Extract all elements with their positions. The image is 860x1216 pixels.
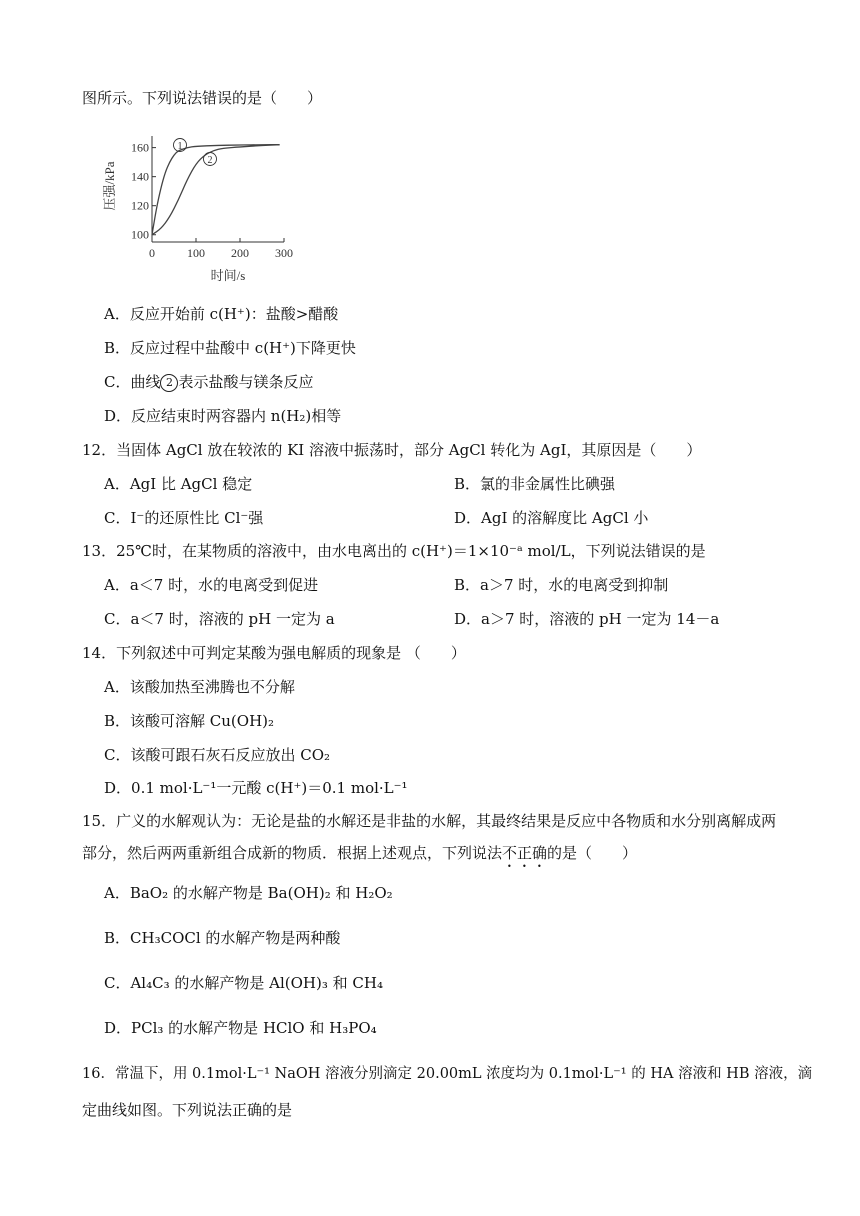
chart-axes: [152, 136, 284, 242]
chart-series: [152, 145, 280, 235]
q12-option-a: A．AgI 比 AgCl 稳定: [104, 475, 253, 493]
circled-number-2: 2: [160, 374, 178, 392]
curve-2-marker: 2: [207, 155, 213, 166]
q14-option-c: C．该酸可跟石灰石反应放出 CO₂: [104, 746, 331, 764]
q16-stem-line-2: 定曲线如图。下列说法正确的是: [82, 1101, 293, 1119]
y-tick-label: 140: [131, 169, 149, 184]
q12-option-b: B．氯的非金属性比碘强: [454, 475, 616, 493]
x-tick-label: 200: [231, 246, 249, 260]
q15-option-d: D．PCl₃ 的水解产物是 HClO 和 H₃PO₄: [104, 1019, 377, 1037]
curve-1-marker: 1: [177, 141, 183, 152]
q13-option-c: C．a＜7 时，溶液的 pH 一定为 a: [104, 610, 335, 628]
q12-option-d: D．AgI 的溶解度比 AgCl 小: [454, 509, 649, 527]
q15-option-c: C．Al₄C₃ 的水解产物是 Al(OH)₃ 和 CH₄: [104, 974, 383, 992]
q15-stem-suffix: 的是（ ）: [547, 844, 638, 862]
curve-1-label: [174, 139, 187, 153]
q14-option-b: B．该酸可溶解 Cu(OH)₂: [104, 712, 275, 730]
y-axis-label: 压强/kPa: [102, 161, 117, 211]
q11-option-c-prefix: C．曲线: [104, 373, 161, 391]
q15-stem-line-2: [82, 843, 637, 871]
q11-option-a: A．反应开始前 c(H⁺)：盐酸>醋酸: [104, 305, 339, 323]
q11-option-c: [104, 372, 314, 392]
y-tick-label: 100: [131, 227, 149, 242]
series-curve-1: [152, 145, 280, 235]
pressure-time-chart: [100, 128, 300, 288]
q13-option-d: D．a＞7 时，溶液的 pH 一定为 14－a: [454, 610, 720, 628]
q15-option-a: A．BaO₂ 的水解产物是 Ba(OH)₂ 和 H₂O₂: [104, 884, 393, 902]
question-intro: 图所示。下列说法错误的是（ ）: [82, 89, 323, 107]
q12-stem: 12．当固体 AgCl 放在较浓的 KI 溶液中振荡时，部分 AgCl 转化为 AgI，其原因是（ ）: [82, 441, 702, 459]
q15-stem-prefix: 部分，然后两两重新组合成新的物质．根据上述观点，下列说法: [82, 844, 503, 862]
emphasized-not-correct: 不正确: [502, 844, 548, 862]
q13-stem: 13．25℃时，在某物质的溶液中，由水电离出的 c(H⁺)＝1×10⁻ᵃ mol/L，下列说法错误的是: [82, 542, 706, 560]
q13-option-b: B．a＞7 时，水的电离受到抑制: [454, 576, 669, 594]
q13-option-a: A．a＜7 时，水的电离受到促进: [104, 576, 319, 594]
q11-option-b: B．反应过程中盐酸中 c(H⁺)下降更快: [104, 339, 356, 357]
series-curve-2: [152, 145, 280, 235]
q15-stem-line-1: 15．广义的水解观认为：无论是盐的水解还是非盐的水解，其最终结果是反应中各物质和水分别离解成两: [82, 812, 777, 830]
q11-option-d: D．反应结束时两容器内 n(H₂)相等: [104, 407, 342, 425]
x-tick-label: 0: [149, 246, 155, 260]
q15-option-b: B．CH₃COCl 的水解产物是两种酸: [104, 929, 341, 947]
q14-option-a: A．该酸加热至沸腾也不分解: [104, 678, 295, 696]
x-tick-label: 300: [275, 246, 293, 260]
q16-stem-line-1: 16．常温下，用 0.1mol·L⁻¹ NaOH 溶液分别滴定 20.00mL 浓度均为 0.1mol·L⁻¹ 的 HA 溶液和 HB 溶液，滴: [82, 1066, 813, 1082]
y-tick-label: 120: [131, 198, 149, 213]
x-tick-label: 100: [187, 246, 205, 260]
q14-option-d: D．0.1 mol·L⁻¹一元酸 c(H⁺)＝0.1 mol·L⁻¹: [104, 779, 408, 797]
q14-stem: 14．下列叙述中可判定某酸为强电解质的现象是 （ ）: [82, 644, 466, 662]
y-tick-label: 160: [131, 140, 149, 155]
x-axis-label: 时间/s: [210, 268, 246, 283]
q12-option-c: C．I⁻的还原性比 Cl⁻强: [104, 509, 264, 527]
curve-2-label: [204, 153, 217, 167]
q11-option-c-suffix: 表示盐酸与镁条反应: [178, 373, 314, 391]
